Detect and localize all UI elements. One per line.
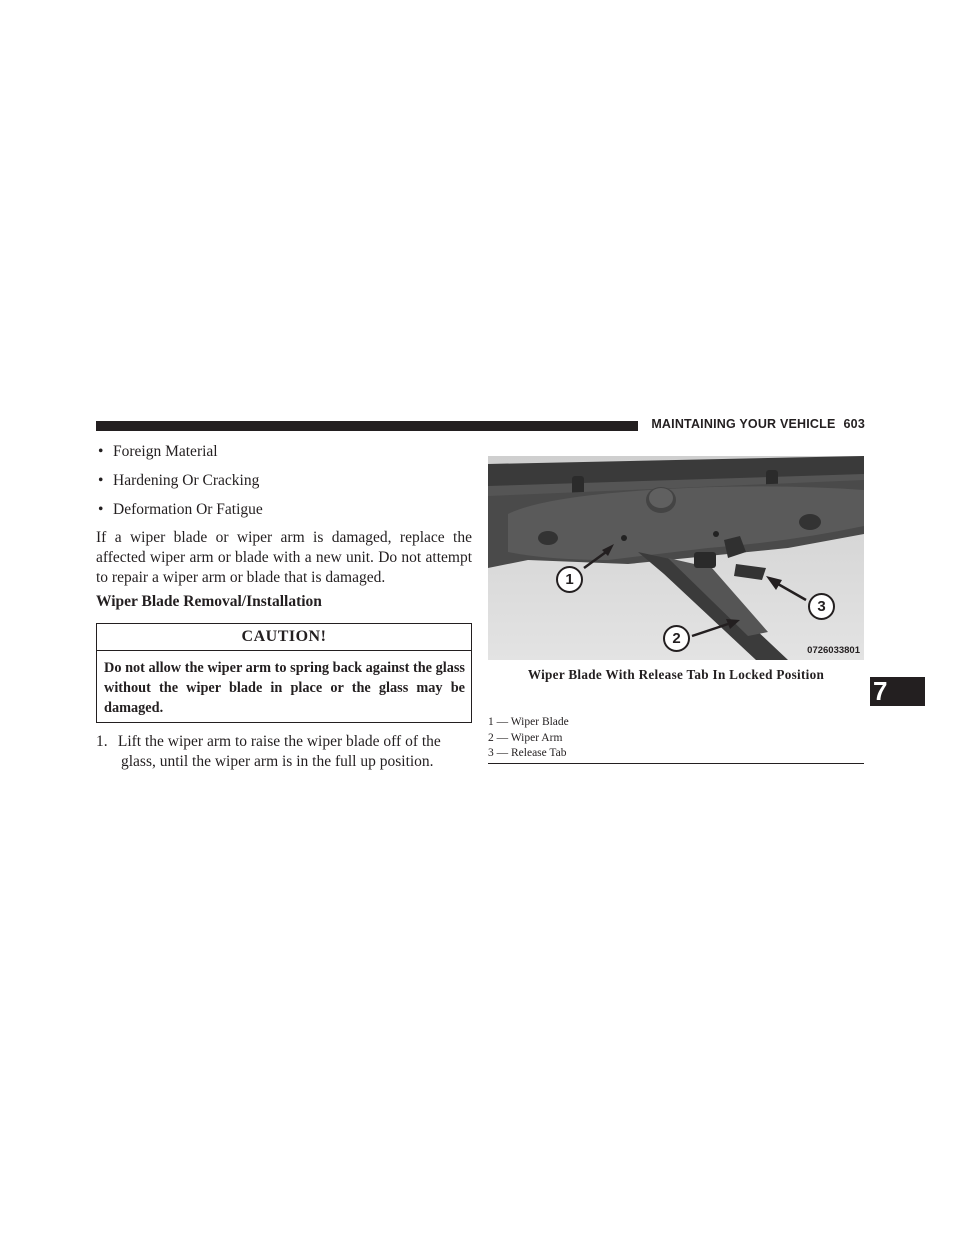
wiper-photo bbox=[488, 456, 864, 660]
header-rule bbox=[96, 421, 638, 431]
legend-rule bbox=[488, 763, 864, 764]
bullet-marker: • bbox=[98, 443, 104, 460]
image-code: 0726033801 bbox=[807, 645, 860, 656]
step-number: 1. bbox=[96, 733, 108, 750]
bullet-marker: • bbox=[98, 472, 104, 489]
figure-caption: Wiper Blade With Release Tab In Locked Position bbox=[527, 667, 825, 682]
page-number: 603 bbox=[843, 417, 865, 431]
section-subheading: Wiper Blade Removal/Installation bbox=[96, 593, 322, 610]
running-header bbox=[650, 417, 865, 431]
damage-paragraph: If a wiper blade or wiper arm is damaged, replace the affected wiper arm or blade with a new unit. Do not attempt to repair a wiper arm or blade that is damaged. bbox=[96, 529, 472, 586]
bullet-marker: • bbox=[98, 501, 104, 518]
legend-item: 3 — Release Tab bbox=[488, 747, 567, 759]
caution-box bbox=[96, 623, 472, 723]
inspection-bullet-list bbox=[98, 442, 478, 529]
chapter-tab: 7 bbox=[870, 677, 925, 706]
legend-item: 2 — Wiper Arm bbox=[488, 731, 563, 744]
callout-2: 2 bbox=[663, 625, 690, 652]
bullet-item: • Foreign Material bbox=[98, 443, 218, 460]
step-1-line-1: 1. Lift the wiper arm to raise the wiper blade off of the bbox=[96, 733, 441, 750]
legend-item: 1 — Wiper Blade bbox=[488, 716, 569, 728]
callout-1: 1 bbox=[556, 566, 583, 593]
caution-text: Do not allow the wiper arm to spring back against the glass without the wiper blade in place or the glass may be damaged. bbox=[104, 660, 465, 716]
figure-legend bbox=[488, 715, 864, 762]
bullet-item: • Hardening Or Cracking bbox=[98, 472, 260, 489]
bullet-item: • Deformation Or Fatigue bbox=[98, 501, 263, 518]
callout-3: 3 bbox=[808, 593, 835, 620]
caution-title: CAUTION! bbox=[97, 624, 471, 651]
step-1-line-2: glass, until the wiper arm is in the full up position. bbox=[121, 753, 434, 770]
section-title: MAINTAINING YOUR VEHICLE bbox=[651, 417, 836, 431]
step-1 bbox=[96, 732, 472, 772]
